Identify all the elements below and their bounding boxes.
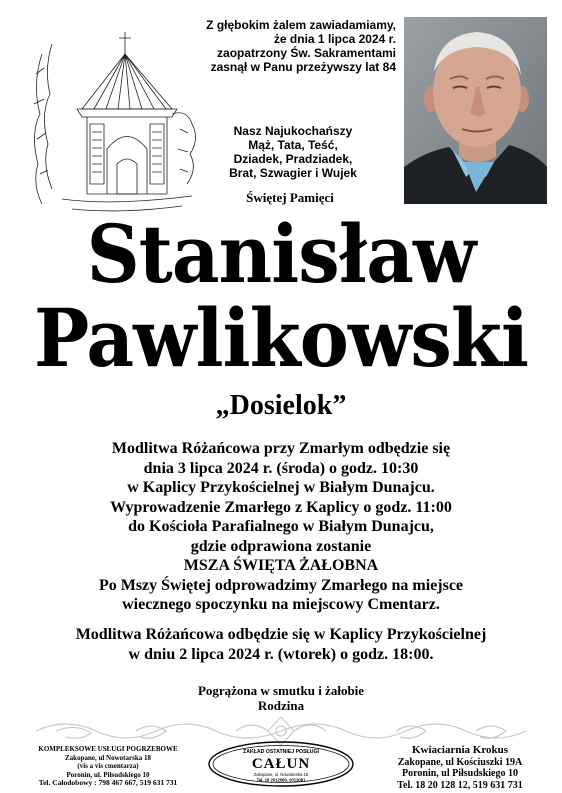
family-relations (218, 124, 368, 180)
florist-line: Zakopane, ul Kościuszki 19A (397, 756, 523, 768)
family-line: Dziadek, Pradziadek, (233, 152, 353, 166)
in-memory-heading: Świętej Pamięci (246, 190, 334, 205)
calun-logo (207, 740, 355, 788)
footer-left-line: KOMPLEKSOWE USŁUGI POGRZEBOWE (38, 745, 178, 753)
intro-line: zasnął w Panu przeżywszy lat 84 (210, 60, 396, 74)
deceased-first-name: Stanisław (86, 207, 476, 301)
florist-line: Tel. 18 20 128 12, 519 631 731 (397, 779, 523, 791)
florist-line: Poronin, ul Piłsudskiego 10 (402, 768, 518, 779)
footer-left-line: (vis a vis cmentarza) (77, 762, 139, 771)
notice-line: Po Mszy Świętej odprowadzimy Zmarłego na miejsce (98, 576, 464, 594)
notice-line: do Kościoła Parafialnego w Białym Dunajcu, (128, 518, 434, 535)
notice-line: w dniu 2 lipca 2024 r. (wtorek) o godz. 18:00. (128, 645, 434, 663)
logo-phone: Tel. 18 2012080, 2012081 (256, 777, 306, 783)
notice-line: Modlitwa Różańcowa przy Zmarłym odbędzie się (111, 440, 451, 457)
footer-left-line: Poronin, ul. Piłsudskiego 10 (66, 770, 150, 779)
intro-line: zaopatrzony Św. Sakramentami (217, 46, 396, 60)
florist-name: Kwiaciarnia Krokus (411, 744, 509, 756)
mourners-line: Pogrążona w smutku i żałobie (197, 683, 365, 698)
intro-line: że dnia 1 lipca 2024 r. (273, 32, 396, 46)
portrait-photo (404, 17, 547, 204)
notice-line: gdzie odprawiona zostanie (190, 537, 372, 555)
footer-left-phone: Tel. Całodobowy : 798 467 667, 519 631 731 (38, 778, 178, 788)
funeral-notice (0, 439, 562, 615)
mourners-line: Rodzina (257, 698, 305, 713)
family-line: Mąż, Tata, Teść, (248, 138, 338, 152)
footer-left-line: Zakopane, ul Nowotarska 18 (65, 753, 151, 762)
deceased-nickname: „Dosielok” (215, 390, 347, 421)
intro-line: Z głębokim żalem zawiadamiamy, (206, 18, 396, 32)
logo-name: CAŁUN (251, 756, 311, 772)
notice-line: Modlitwa Różańcowa odbędzie się w Kaplicy Przykościelnej (75, 626, 487, 643)
notice-line: Wyprowadzenie Zmarłego z Kaplicy o godz. 11:00 (110, 498, 452, 516)
deceased-last-name: Pawlikowski (33, 291, 529, 385)
rosary-notice (0, 625, 562, 664)
notice-line: w Kaplicy Przykościelnej w Białym Dunajcu. (127, 479, 435, 496)
funeral-service-contact (22, 745, 194, 788)
chapel-sketch-illustration (22, 14, 204, 219)
logo-top-text: ZAKŁAD OSTATNIEJ POSŁUGI (243, 749, 319, 755)
logo-address: Zakopane, ul. Nowotarska 18 (253, 772, 309, 777)
florist-contact (370, 745, 550, 791)
intro-text (200, 18, 396, 74)
family-line: Nasz Najukochańszy (233, 124, 353, 138)
portrait-drawing (404, 17, 547, 204)
mourners-signature (0, 683, 562, 713)
notice-line: dnia 3 lipca 2024 r. (środa) o godz. 10:30 (143, 459, 419, 477)
notice-line: MSZA ŚWIĘTA ŻAŁOBNA (183, 557, 379, 574)
family-line: Brat, Szwagier i Wujek (229, 166, 357, 180)
notice-line: wiecznego spoczynku na miejscowy Cmentarz. (122, 596, 440, 613)
